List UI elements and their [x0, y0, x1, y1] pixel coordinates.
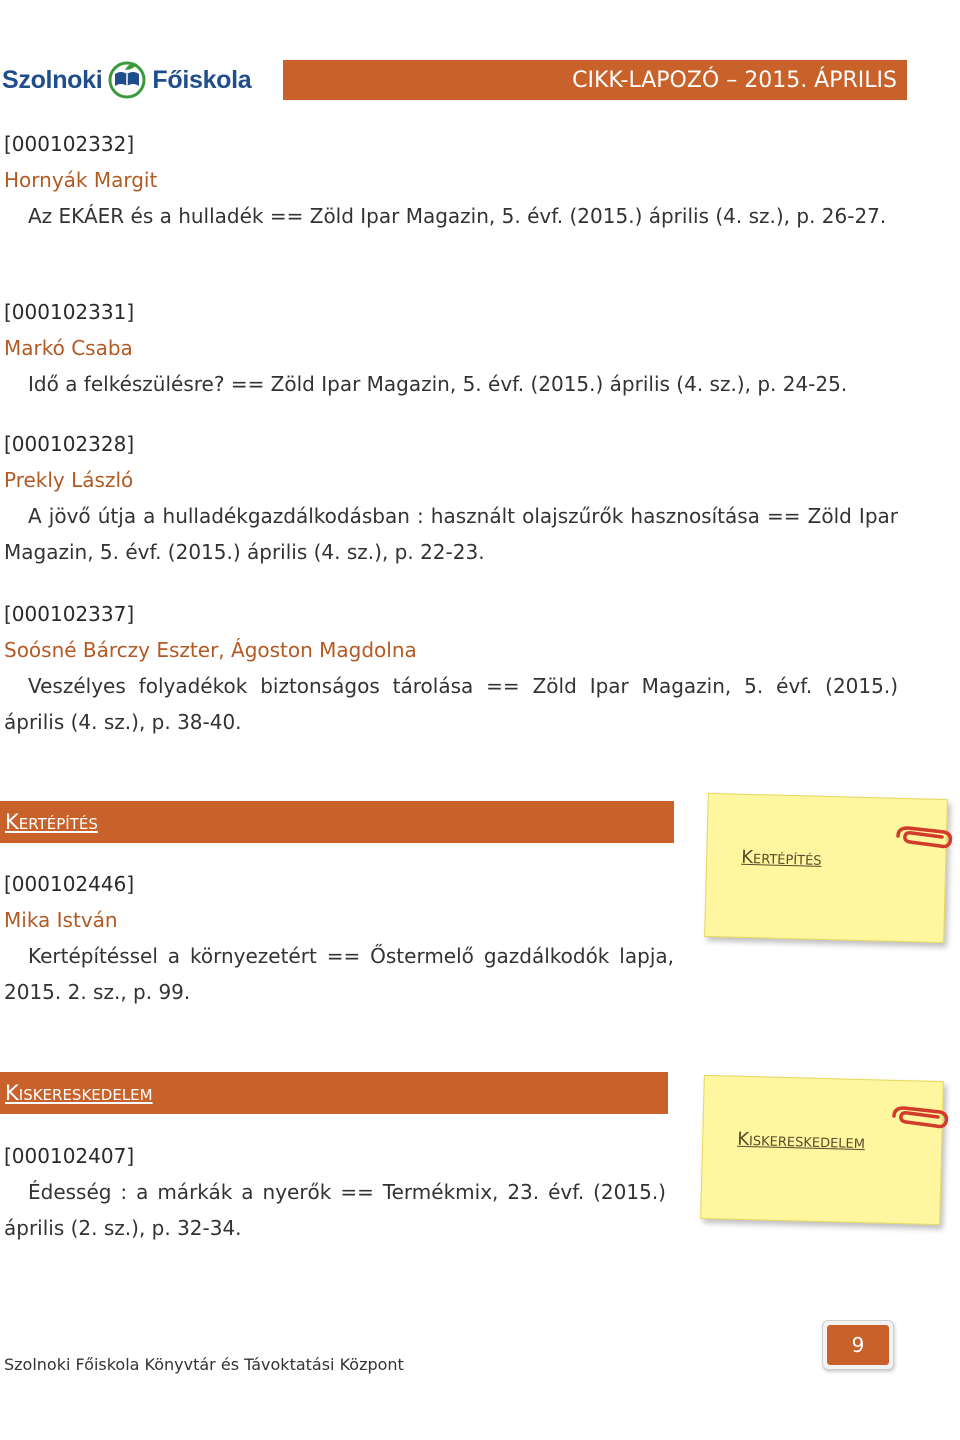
bibliography-entry: [4, 426, 898, 570]
entry-author: Prekly László: [4, 468, 134, 492]
entry-citation: Veszélyes folyadékok biztonságos tárolása == Zöld Ipar Magazin, 5. évf. (2015.) április (4. sz.), p. 38-40.: [4, 674, 898, 734]
entry-id: [000102328]: [4, 432, 135, 456]
entry-author: Hornyák Margit: [4, 168, 158, 192]
page-number: 9: [827, 1325, 889, 1365]
entry-id: [000102331]: [4, 300, 135, 324]
section-heading-kertepites: [0, 801, 674, 843]
bibliography-entry: [4, 596, 898, 740]
footer-text: Szolnoki Főiskola Könyvtár és Távoktatási Központ: [4, 1355, 404, 1374]
sticky-note: [704, 793, 948, 943]
logo-text-right: Főiskola: [152, 65, 252, 94]
entry-id: [000102407]: [4, 1144, 135, 1168]
logo-text-left: Szolnoki: [2, 65, 103, 94]
paperclip-icon: [890, 1102, 952, 1132]
bibliography-entry: [4, 126, 898, 234]
section-title: Kiskereskedelem: [5, 1081, 153, 1105]
sticky-note: [700, 1075, 944, 1225]
section-heading-kiskereskedelem: [0, 1072, 668, 1114]
page-number-box: [822, 1320, 894, 1370]
entry-author: Markó Csaba: [4, 336, 133, 360]
bibliography-entry: [4, 294, 898, 402]
entry-citation: Kertépítéssel a környezetért == Őstermelő gazdálkodók lapja, 2015. 2. sz., p. 99.: [4, 944, 674, 1004]
logo: [2, 58, 251, 102]
entry-author: Mika István: [4, 908, 118, 932]
bibliography-entry: [4, 866, 674, 1010]
entry-citation: Az EKÁER és a hulladék == Zöld Ipar Magazin, 5. évf. (2015.) április (4. sz.), p. 26-27.: [28, 204, 887, 228]
bibliography-entry: [4, 1138, 666, 1246]
header-title-bar: [283, 60, 907, 100]
entry-id: [000102337]: [4, 602, 135, 626]
header-title: CIKK-LAPOZÓ – 2015. ÁPRILIS: [572, 67, 897, 93]
entry-id: [000102446]: [4, 872, 135, 896]
book-leaf-icon: [105, 60, 149, 100]
entry-citation: Idő a felkészülésre? == Zöld Ipar Magazin, 5. évf. (2015.) április (4. sz.), p. 24-25.: [28, 372, 848, 396]
paperclip-icon: [894, 822, 956, 852]
sticky-note-label: Kertépítés: [740, 846, 822, 870]
entry-id: [000102332]: [4, 132, 135, 156]
entry-citation: Édesség : a márkák a nyerők == Termékmix, 23. évf. (2015.) április (2. sz.), p. 32-34.: [4, 1180, 666, 1240]
sticky-note-label: Kiskereskedelem: [736, 1128, 866, 1154]
entry-author: Soósné Bárczy Eszter, Ágoston Magdolna: [4, 638, 417, 662]
section-title: Kertépítés: [5, 810, 98, 834]
entry-citation: A jövő útja a hulladékgazdálkodásban : használt olajszűrők hasznosítása == Zöld Ipar Magazin, 5. évf. (2015.) április (4. sz.), p. 22-23.: [4, 504, 898, 564]
